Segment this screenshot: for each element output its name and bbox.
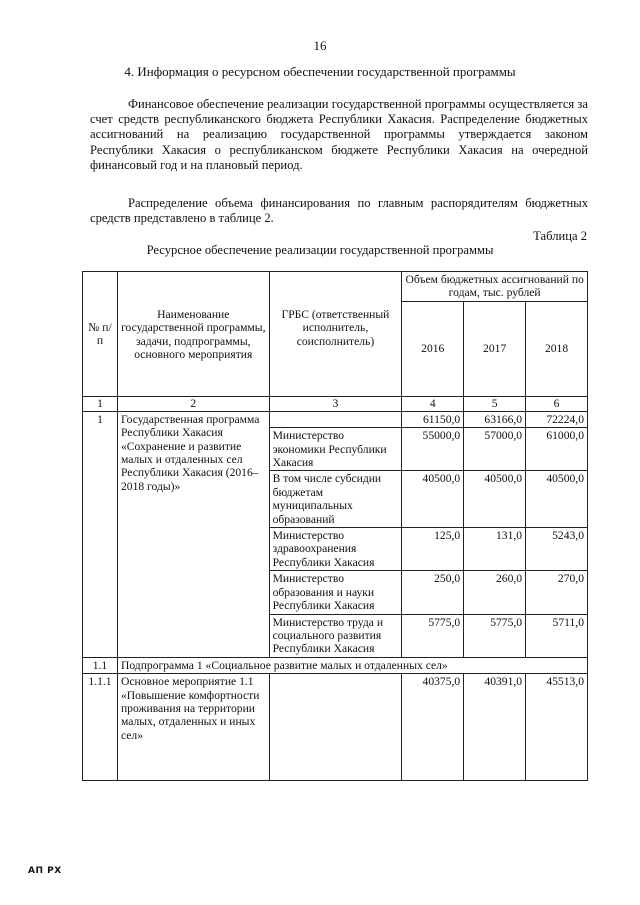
grbs-cell: Министерство экономики Республики Хакасия bbox=[269, 428, 402, 471]
value-cell: 5243,0 bbox=[526, 528, 588, 571]
col-number: 4 bbox=[402, 396, 464, 411]
col-number: 6 bbox=[526, 396, 588, 411]
section-heading: 4. Информация о ресурсном обеспечении государственной программы bbox=[124, 64, 516, 79]
grbs-cell: Министерство образования и науки Республики Хакасия bbox=[269, 571, 402, 614]
value-cell: 125,0 bbox=[402, 528, 464, 571]
grbs-cell: Министерство труда и социального развития Республики Хакасия bbox=[269, 614, 402, 657]
header-num: № п/п bbox=[83, 272, 118, 397]
value-cell: 270,0 bbox=[526, 571, 588, 614]
program-total-2018: 72224,0 bbox=[526, 411, 588, 427]
table-header-row bbox=[83, 272, 588, 302]
value-cell: 5775,0 bbox=[402, 614, 464, 657]
header-volume: Объем бюджетных ассигнований по годам, тыс. рублей bbox=[402, 272, 588, 302]
value-cell: 61000,0 bbox=[526, 428, 588, 471]
col-number: 5 bbox=[464, 396, 526, 411]
grbs-cell: В том числе субсидии бюджетам муниципальных образований bbox=[269, 471, 402, 528]
program-num: 1 bbox=[83, 411, 118, 657]
table-row bbox=[83, 674, 588, 781]
value-cell: 5775,0 bbox=[464, 614, 526, 657]
col-number: 3 bbox=[269, 396, 402, 411]
value-cell: 40500,0 bbox=[464, 471, 526, 528]
grbs-cell: Министерство здравоохранения Республики Хакасия bbox=[269, 528, 402, 571]
paragraph-distribution-text: Распределение объема финансирования по главным распорядителям бюджетных средств представлено в таблице 2. bbox=[90, 196, 588, 226]
footer-mark: АП РХ bbox=[28, 866, 62, 876]
value-cell: 260,0 bbox=[464, 571, 526, 614]
activity-name: Основное мероприятие 1.1 «Повышение комфортности проживания на территории малых, отдаленных и иных сел» bbox=[117, 674, 269, 781]
value-cell: 45513,0 bbox=[526, 674, 588, 781]
paragraph-financing-text: Финансовое обеспечение реализации государственной программы осуществляется за счет средств республиканского бюджета Республики Хакасия. Распределение бюджетных ассигнований на реализацию государственной программы утверждается законом Республики Хакасия о республиканском бюджете Республики Хакасия на очередной финансовый год и на плановый период. bbox=[90, 97, 588, 172]
program-name: Государственная программа Республики Хакасия «Сохранение и развитие малых и отдаленных сел Республики Хакасия (2016–2018 годы)» bbox=[117, 411, 269, 657]
value-cell: 40500,0 bbox=[526, 471, 588, 528]
table-title: Ресурсное обеспечение реализации государственной программы bbox=[146, 243, 494, 257]
activity-num: 1.1.1 bbox=[83, 674, 118, 781]
col-number: 2 bbox=[117, 396, 269, 411]
value-cell: 5711,0 bbox=[526, 614, 588, 657]
page-number: 16 bbox=[313, 38, 327, 53]
header-year-2017: 2017 bbox=[464, 301, 526, 396]
header-year-2016: 2016 bbox=[402, 301, 464, 396]
subprogram-title: Подпрограмма 1 «Социальное развитие малых и отдаленных сел» bbox=[117, 657, 587, 673]
value-cell: 55000,0 bbox=[402, 428, 464, 471]
value-cell: 40375,0 bbox=[402, 674, 464, 781]
table-row bbox=[83, 657, 588, 673]
subprogram-num: 1.1 bbox=[83, 657, 118, 673]
value-cell: 250,0 bbox=[402, 571, 464, 614]
budget-table bbox=[82, 271, 588, 781]
table-label: Таблица 2 bbox=[533, 229, 587, 243]
activity-grbs bbox=[269, 674, 402, 781]
value-cell: 57000,0 bbox=[464, 428, 526, 471]
program-total-2017: 63166,0 bbox=[464, 411, 526, 427]
program-total-2016: 61150,0 bbox=[402, 411, 464, 427]
value-cell: 40500,0 bbox=[402, 471, 464, 528]
table-row bbox=[83, 411, 588, 427]
header-grbs: ГРБС (ответственный исполнитель, соисполнитель) bbox=[269, 272, 402, 397]
value-cell: 40391,0 bbox=[464, 674, 526, 781]
program-total-grbs bbox=[269, 411, 402, 427]
header-year-2018: 2018 bbox=[526, 301, 588, 396]
header-name: Наименование государственной программы, задачи, подпрограммы, основного мероприятия bbox=[117, 272, 269, 397]
value-cell: 131,0 bbox=[464, 528, 526, 571]
paragraph-distribution bbox=[90, 196, 588, 226]
col-number: 1 bbox=[83, 396, 118, 411]
paragraph-financing bbox=[90, 97, 588, 173]
column-numbers-row bbox=[83, 396, 588, 411]
